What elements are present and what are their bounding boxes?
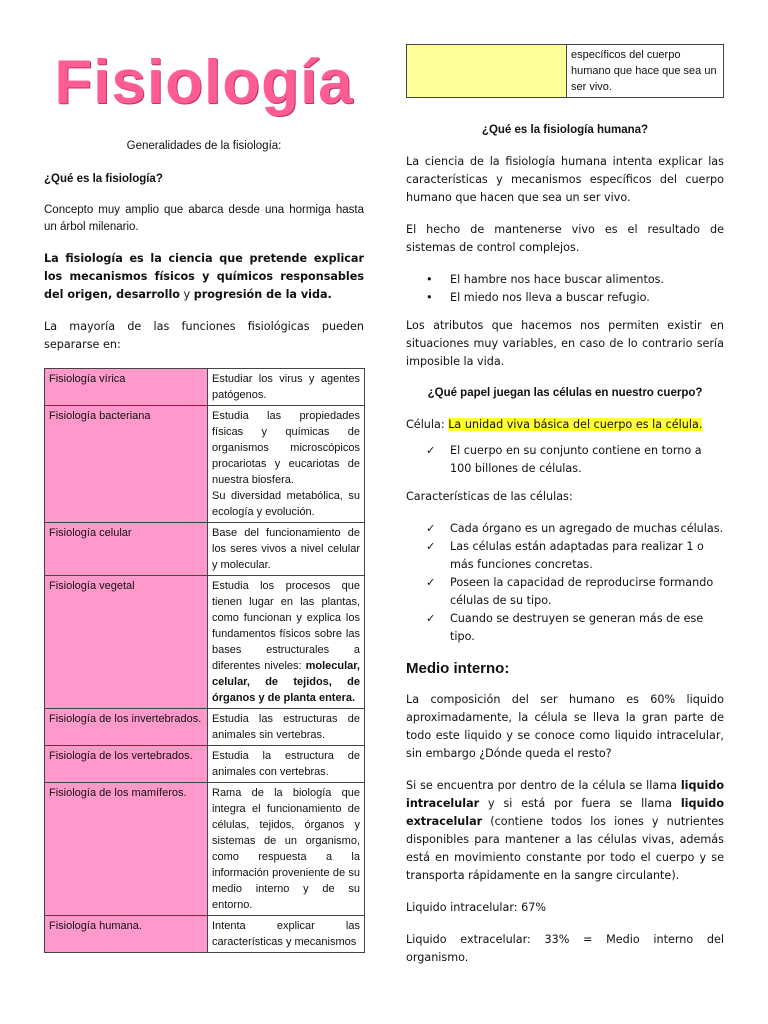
check-list xyxy=(406,520,724,646)
def-part-a: La fisiología es la ciencia que pretende explicar los mecanismos físicos y químicos responsables del xyxy=(44,252,364,301)
subtitle: Generalidades de la fisiología: xyxy=(126,140,282,152)
check-icon: ✓ xyxy=(426,540,436,553)
check-icon: ✓ xyxy=(426,612,436,625)
extracellular-value: Liquido extracelular: 33% = Medio interno del organismo. xyxy=(406,933,724,964)
bullet-list xyxy=(406,271,724,307)
table-row xyxy=(45,916,365,953)
def-development: desarrollo xyxy=(116,288,180,301)
left-column xyxy=(44,40,364,953)
row-value: Estudia la estructura de animales con vertebras. xyxy=(208,746,365,783)
row-value: Rama de la biología que integra el funcionamiento de células, tejidos, órganos y sistemas de un organismo, como respuesta a la información proveniente de su medio interno y de su entorno. xyxy=(208,783,365,916)
paragraph-functions: La mayoría de las funciones fisiológicas pueden separarse en: xyxy=(44,320,364,351)
bullet-icon: • xyxy=(426,273,433,286)
row-key xyxy=(407,45,567,98)
list-item-text: Las células están adaptadas para realizar 1 o más funciones concretas. xyxy=(450,540,704,571)
check-icon: ✓ xyxy=(426,576,436,589)
question-human-physiology: ¿Qué es la fisiología humana? xyxy=(481,124,649,136)
row-value: Intenta explicar las características y mecanismos xyxy=(208,916,365,953)
page-title: Fisiología xyxy=(54,48,354,117)
paragraph-staying-alive: El hecho de mantenerse vivo es el resultado de sistemas de control complejos. xyxy=(406,223,724,254)
table-row xyxy=(407,45,724,98)
list-item-text: Cuando se destruyen se generan más de ese tipo. xyxy=(450,612,704,643)
table-row xyxy=(45,406,365,523)
physiology-table xyxy=(44,368,365,953)
list-item-text: El hambre nos hace buscar alimentos. xyxy=(450,273,665,286)
row-key: Fisiología bacteriana xyxy=(45,406,208,523)
row-key: Fisiología de los invertebrados. xyxy=(45,709,208,746)
table-row xyxy=(45,369,365,406)
table-row xyxy=(45,523,365,576)
table-row xyxy=(45,576,365,709)
question-what-is-physiology: ¿Qué es la fisiología? xyxy=(44,173,163,185)
paragraph-cell xyxy=(406,416,724,434)
table-row xyxy=(45,746,365,783)
def-origin: origen xyxy=(67,288,108,301)
check-list xyxy=(406,442,724,478)
cell-highlight: La unidad viva básica del cuerpo es la célula. xyxy=(448,418,703,431)
right-column xyxy=(406,44,724,981)
row-key: Fisiología celular xyxy=(45,523,208,576)
list-item xyxy=(426,520,724,538)
intracellular-value: Liquido intracelular: 67% xyxy=(406,901,546,914)
row-value xyxy=(208,406,365,523)
list-item xyxy=(426,271,724,289)
row-value-bold: molecular, celular, de tejidos, de órganos y de planta entera. xyxy=(212,660,360,704)
question-cells: ¿Qué papel juegan las células en nuestro cuerpo? xyxy=(427,387,703,399)
row-value: Estudia las estructuras de animales sin vertebras. xyxy=(208,709,365,746)
check-icon: ✓ xyxy=(426,444,436,457)
row-value-text: Estudia las propiedades físicas y químicas de organismos microscópicos procariotas y eucariotas de nuestra biosfera. xyxy=(212,410,360,486)
table-row xyxy=(45,783,365,916)
row-value: Base del funcionamiento de los seres vivos a nivel celular y molecular. xyxy=(208,523,365,576)
paragraph-cell-characteristics: Características de las células: xyxy=(406,490,573,503)
row-key: Fisiología de los vertebrados. xyxy=(45,746,208,783)
fluids-part-c: y si está por fuera se llama xyxy=(479,797,681,810)
paragraph-human-physiology: La ciencia de la fisiología humana intenta explicar las características y mecanismos específicos del cuerpo humano que hacen que sea un ser vivo. xyxy=(406,155,724,204)
row-key: Fisiología vegetal xyxy=(45,576,208,709)
row-value-text: Estudia los procesos que tienen lugar en las plantas, como funcionan y explica los fundamentos físicos sobre las bases estructurales a diferentes niveles: xyxy=(212,580,360,672)
def-part-e: y xyxy=(179,288,194,301)
row-key: Fisiología humana. xyxy=(45,916,208,953)
continued-table xyxy=(406,44,724,98)
list-item-text: El cuerpo en su conjunto contiene en torno a 100 billones de células. xyxy=(450,444,702,475)
fluids-extracellular: liquido extracelular xyxy=(406,797,724,828)
row-value xyxy=(208,576,365,709)
list-item xyxy=(426,538,724,574)
list-item-text: El miedo nos lleva a buscar refugio. xyxy=(450,291,650,304)
list-item-text: Cada órgano es un agregado de muchas células. xyxy=(450,522,724,535)
paragraph-fluids xyxy=(406,777,724,885)
row-value-text-2: Su diversidad metabólica, su ecología y evolución. xyxy=(212,490,360,518)
paragraph-composition: La composición del ser humano es 60% liquido aproximadamente, la célula se lleva la gran parte de todo este liquido y se conoce como liquido intracelular, sin embargo ¿Dónde queda el resto? xyxy=(406,693,724,760)
row-key: Fisiología vírica xyxy=(45,369,208,406)
list-item xyxy=(426,610,724,646)
list-item xyxy=(426,574,724,610)
row-value: específicos del cuerpo humano que hace que sea un ser vivo. xyxy=(567,45,724,98)
cell-label: Célula: xyxy=(406,418,449,431)
check-icon: ✓ xyxy=(426,522,436,535)
row-value: Estudiar los virus y agentes patógenos. xyxy=(208,369,365,406)
list-item-text: Poseen la capacidad de reproducirse formando células de su tipo. xyxy=(450,576,714,607)
def-progression: progresión de la vida xyxy=(193,288,328,301)
list-item xyxy=(426,289,724,307)
paragraph-definition xyxy=(44,250,364,304)
paragraph-concept: Concepto muy amplio que abarca desde una hormiga hasta un árbol milenario. xyxy=(44,204,364,233)
table-row xyxy=(45,709,365,746)
def-part-c: , xyxy=(107,288,117,301)
list-item xyxy=(426,442,724,478)
row-key: Fisiología de los mamíferos. xyxy=(45,783,208,916)
fluids-part-e: (contiene todos los iones y nutrientes disponibles para mantener a las células vivas, además está en movimiento constante por todo el cuerpo y se transporta rápidamente en la sangre circulante). xyxy=(406,815,724,882)
paragraph-attributes: Los atributos que hacemos nos permiten existir en situaciones muy variables, en caso de lo contrario sería imposible la vida. xyxy=(406,319,724,368)
fluids-part-a: Si se encuentra por dentro de la célula se llama xyxy=(406,779,681,792)
fluids-intracellular: liquido intracelular xyxy=(406,779,724,810)
bullet-icon: • xyxy=(426,291,433,304)
heading-internal-medium: Medio interno: xyxy=(406,660,510,677)
def-part-g: . xyxy=(327,288,332,301)
